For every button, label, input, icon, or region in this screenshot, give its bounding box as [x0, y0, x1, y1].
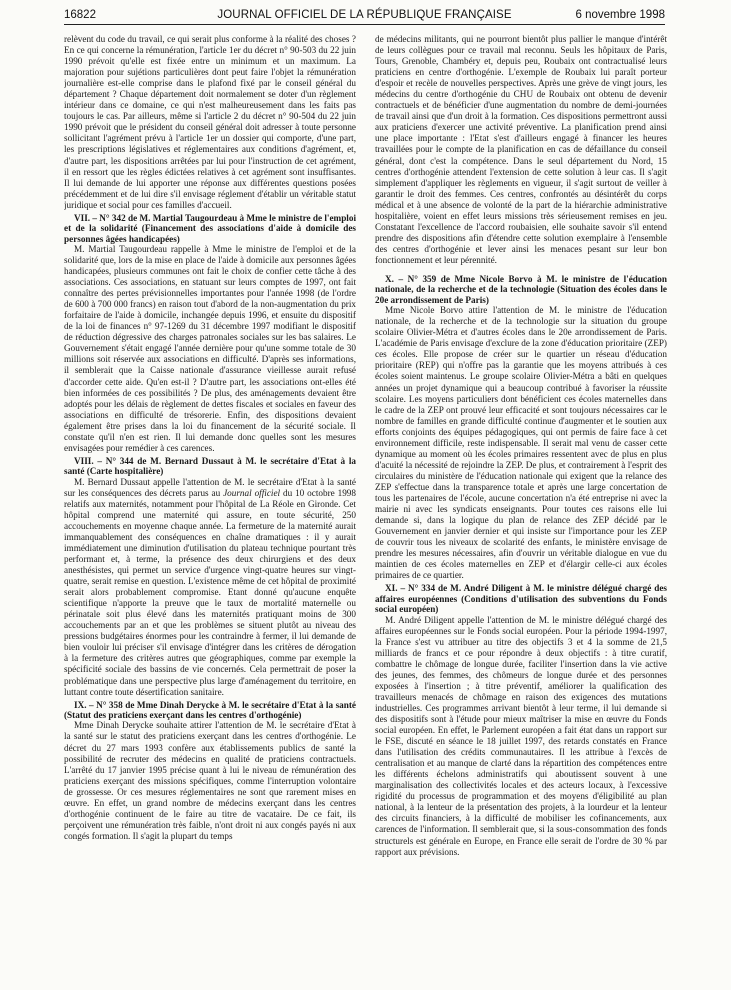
journal-officiel-ref: Journal officiel [223, 487, 281, 498]
question-359-title: X. – N° 359 de Mme Nicole Borvo à M. le ministre de l'éducation nationale, de la recherche et de la technologie (Situation des écoles dans le 20e arrondissement de Paris) [375, 273, 667, 305]
question-358-title: IX. – N° 358 de Mme Dinah Derycke à M. le secrétaire d'Etat à la santé (Statut des praticiens exerçant dans les centres d'orthogénie) [64, 699, 356, 721]
question-358-text: Mme Dinah Derycke souhaite attirer l'attention de M. le secrétaire d'Etat à la santé sur le statut des praticiens exerçant dans les centres d'orthogénie. Le décret du 27 mars 1993 confère aux établissements publics de santé la possibilité de recruter des médecins en qualité de praticiens contractuels. L'arrêté du 17 janvier 1995 précise quant à lui le niveau de rémunération des praticiens exerçant des missions spécifiques, comme l'interruption volontaire de grossesse. Or ces mesures réglementaires ne sont que rarement mises en œuvre. En effet, un grand nombre de médecins exerçant dans les centres d'orthogénie continuent de le faire au titre de vacataire. De ce fait, ils perçoivent une rémunération très faible, n'ont droit ni aux congés payés ni aux congés formation. Il s'agit la plupart du temps [64, 720, 356, 841]
question-344-text-a: M. Bernard Dussaut appelle l'attention de M. le secrétaire d'Etat à la santé sur les conséquences des décrets parus au [64, 476, 356, 498]
question-342-text: M. Martial Taugourdeau rappelle à Mme le ministre de l'emploi et de la solidarité que, lors de la mise en place de l'aide à domicile aux personnes âgées handicapées, plusieurs communes ont fait le choix de confier cette tâche à des associations. Ces associations, en statuant sur leurs comptes de 1997, ont fait connaître des pertes prévisionnelles importantes pour l'année 1998 (de l'ordre de 600 à 700 000 francs) en raison tout d'abord de la non-augmentation du prix forfaitaire de l'aide à domicile, inchangée depuis 1996, et ensuite du dispositif de la loi de finances n° 97-1269 du 31 décembre 1997 modifiant le dispositif de réduction dégressive des charges patronales sociales sur les bas salaires. Le Gouvernement s'était engagé l'année dernière pour qu'une somme totale de 30 millions soit réservée aux associations en difficulté. D'après ses informations, il semblerait que la Caisse nationale d'assurance vieillesse aurait refusé d'accorder cette aide. Qu'en est-il ? D'autre part, les associations ont-elles été bien informées de ces possibilités ? De plus, des aménagements devaient être adoptés pour les délais de règlement de dettes fiscales et sociales en faveur des associations en difficulté de trésorerie. Enfin, des dispositions devaient également être prises dans la loi du financement de la sécurité sociale. Il constate qu'il n'en est rien. Il lui demande donc quelles sont les mesures envisagées pour remédier à ces carences. [64, 243, 356, 453]
question-359-text: Mme Nicole Borvo attire l'attention de M. le ministre de l'éducation nationale, de la recherche et de la technologie sur la situation du groupe scolaire Olivier-Métra et d'autres écoles dans le 20e arrondissement de Paris. L'académie de Paris envisage d'exclure de la zone d'éducation prioritaire (ZEP) ces écoles. Elle propose de créer sur le quartier un réseau d'éducation prioritaire (REP) qui n'offre pas la garantie que les moyens attribués à ces écoles soient maintenus. Le groupe scolaire Olivier-Métra a bâti en quelques années un projet dynamique qui a beaucoup contribué à favoriser la réussite scolaire. Les moyens particuliers dont bénéficient ces écoles maternelles dans le cadre de la ZEP ont prouvé leur efficacité et sont toujours nécessaires car le nombre de familles en grande difficulté continue d'augmenter et le soutien aux efforts conjoints des équipes pédagogiques, qui ont permis de faire face à cet environnement difficile, reste indispensable. Il serait mal venu de casser cette dynamique au moment où les écoles primaires ressentent avec de plus en plus d'acuité la nécessité de rejoindre la ZEP. De plus, et contrairement à l'esprit des circulaires du ministère de l'éducation nationale qui exigent que la relance des ZEP s'effectue dans la transparence totale et après une large concertation de tous les partenaires de l'école, aucune concertation n'a été entreprise ni avec la mairie ni avec les syndicats enseignants. Pour toutes ces raisons elle lui demande si, dans la logique du plan de relance des ZEP décidé par le Gouvernement en janvier dernier et qui insiste sur l'importance pour les ZEP de couvrir tous les niveaux de scolarité des enfants, le ministère envisage de prendre les mesures nécessaires, afin d'ouvrir un véritable dialogue en vue du maintien de ces écoles maternelles en ZEP et d'élargir celle-ci aux écoles primaires de ce quartier. [375, 305, 667, 581]
question-344-text [64, 477, 356, 698]
header-rule [64, 24, 665, 25]
question-334-text: M. André Diligent appelle l'attention de M. le ministre délégué chargé des affaires européennes sur le Fonds social européen. Pour la période 1994-1997, la France s'est vu attribuer au titre des objectifs 3 et 4 la somme de 21,5 milliards de francs et ce pour répondre à deux objectifs : à titre curatif, combattre le chômage de longue durée, faciliter l'insertion dans la vie active des jeunes, des femmes, des chômeurs de longue durée et des personnes exposées à l'insertion ; à titre préventif, améliorer la qualification des travailleurs menacés de chômage en raison des exigences des mutations industrielles. Ces programmes arrivant bientôt à leur terme, il lui demande si des dispositifs sont à l'étude pour mieux maîtriser la mise en œuvre du Fonds social européen. En effet, le Parlement européen a fait état dans un rapport sur le FSE, discuté en séance le 18 juillet 1997, des retards constatés en France dans l'utilisation des crédits communautaires. Il les attribue à l'excès de centralisation et au manque de clarté dans la répartition des compétences entre les différents échelons administratifs qui aboutissent souvent à une marginalisation des collectivités locales et des acteurs locaux, à l'excessive rigidité du processus de programmation et des moyens d'éligibilité au plan national, à la lenteur de la présentation des projets, à la lourdeur et la lenteur des circuits financiers, à la difficulté de mobiliser les cofinancements, aux carences de l'information. Il semblerait que, si la sous-consommation des fonds structurels est générale en Europe, en France elle serait de l'ordre de 30 % par rapport aux prévisions. [375, 614, 667, 857]
issue-date: 6 novembre 1998 [575, 9, 665, 21]
page-header [64, 7, 665, 23]
question-358-continued: de médecins militants, qui ne pourront bientôt plus pallier le manque d'intérêt de leurs collègues pour ce travail mal reconnu. Seuls les hôpitaux de Paris, Tours, Grenoble, Chambéry et, depuis peu, Roubaix ont contractualisé leurs praticiens en centre d'orthogénie. L'exemple de Roubaix lui paraît porteur d'espoir et recèle de nouvelles perspectives. Après une grève de vingt jours, les médecins du centre d'orthogénie du CHU de Roubaix ont obtenu de devenir contractuels et de bénéficier d'une augmentation du nombre de demi-journées de travail ainsi que d'un droit à la formation. Ces dispositions permettront aussi aux praticiens d'exercer une activité préventive. La planification prend ainsi une place importante : l'Etat s'est d'ailleurs engagé à financer les heures travaillées pour le compte de la planification en cas de défaillance du conseil général, dont c'est la compétence. Dans le seul département du Nord, 15 centres d'orthogénie attendent l'extension de cette solution à leur cas. Il s'agit simplement d'appliquer les règlements en vigueur, il s'agit surtout de veiller à garantir le droit des femmes. Ces centres, confrontés au désintérêt du corps médical et à une absence de volonté de la part de la hiérarchie administrative hospitalière, voient en effet leurs missions très sérieusement remises en jeu. Constatant l'excellence de l'accord roubaisien, elle souhaite savoir s'il entend prendre des dispositions afin d'étendre cette solution exemplaire à l'ensemble des centres d'orthogénie et lever ainsi les menaces pesant sur leur bon fonctionnement et leur pérennité. [375, 34, 667, 265]
right-column [375, 34, 667, 986]
continued-question-text: relèvent du code du travail, ce qui serait plus conforme à la réalité des choses ? En ce qui concerne la rémunération, l'article 1er du décret n° 90-503 du 22 juin 1990 prévoit qu'elle est fixée entre un minimum et un maximum. La majoration pour sujétions particulières dont peut faire l'objet la rémunération journalière est-elle comprise dans le plafond fixé par le conseil général du département ? Chaque département doit normalement se doter d'un règlement intérieur dans ce domaine, ce qui n'est malheureusement dans les faits pas toujours le cas. Par ailleurs, même si l'article 2 du décret n° 90-504 du 22 juin 1990 prévoit que le président du conseil général doit adresser à toute personne sollicitant l'agrément prévu à l'article 1er un dossier qui comporte, d'une part, les prescriptions législatives et réglementaires aux conditions d'agrément, et, d'autre part, les dispositions arrêtées par lui pour l'instruction de cet agrément, il en ressort que les règles édictées relatives à cet agrément sont insuffisantes. Il lui demande de lui apporter une réponse aux différentes questions posées précédemment et de lui dire s'il envisage réglement d'établir un véritable statut juridique et social pour ces familles d'accueil. [64, 34, 356, 210]
journal-title: JOURNAL OFFICIEL DE LA RÉPUBLIQUE FRANÇAISE [217, 9, 512, 21]
question-344-text-b: du 10 octobre 1998 relatifs aux maternités, notamment pour l'hôpital de La Réole en Gironde. Cet hôpital comprend une maternité qui assure, en toute sécurité, 250 accouchements en moyenne chaque année. La fermeture de la maternité aurait immanquablement des conséquences en chaîne dramatiques : il y aurait immédiatement une diminution d'utilisation du plateau technique pourtant très performant et, à terme, la présence des deux chirurgiens et des deux anesthésistes, qui permet un service d'urgence vingt-quatre heures sur vingt-quatre, serait remise en question. L'existence même de cet hôpital de proximité serait alors probablement compromise. Etant donné qu'aucune enquête scientifique n'apporte la preuve que le taux de mortalité maternelle ou périnatale soit plus élevé dans les maternités pratiquant moins de 300 accouchements par an et que les problèmes se situent plutôt au niveau des pressions budgétaires énormes pour les contraindre à fermer, il lui demande de bien vouloir lui préciser s'il envisage d'intégrer dans les critères de dérogation à la fermeture des critères autres que géographiques, comme par exemple la spécificité sociale des bassins de vie concernés. Cela permettrait de poser la problématique dans une perspective plus large d'aménagement du territoire, en luttant contre toute désertification sanitaire. [64, 487, 356, 697]
question-342-title: VII. – N° 342 de M. Martial Taugourdeau à Mme le ministre de l'emploi et de la solidarité (Financement des associations d'aide à domicile des personnes âgées handicapées) [64, 212, 356, 244]
question-334-title: XI. – N° 334 de M. André Diligent à M. le ministre délégué chargé des affaires européennes (Conditions d'utilisation des subventions du Fonds social européen) [375, 583, 667, 615]
question-344-title: VIII. – N° 344 de M. Bernard Dussaut à M. le secrétaire d'Etat à la santé (Carte hospitalière) [64, 455, 356, 477]
left-column [64, 34, 356, 986]
page-number: 16822 [64, 9, 96, 21]
